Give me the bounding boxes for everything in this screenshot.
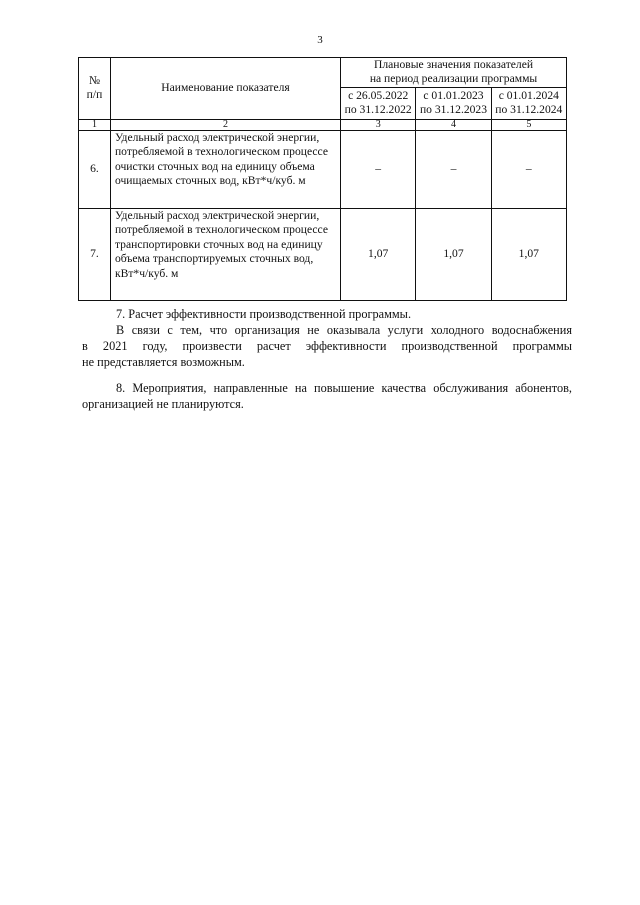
index-cell: 2	[110, 119, 340, 130]
index-cell: 4	[416, 119, 491, 130]
index-row	[79, 119, 567, 130]
section-7-line-1: В связи с тем, что организация не оказывала услуги холодного водоснабжения	[116, 323, 572, 337]
indicator-value: –	[341, 130, 416, 208]
header-period-1: с 26.05.2022 по 31.12.2022	[341, 87, 416, 119]
table-row	[79, 130, 567, 208]
row-number: 7.	[79, 208, 111, 300]
table-row	[79, 208, 567, 300]
header-period-3: с 01.01.2024 по 31.12.2024	[491, 87, 566, 119]
section-8-line-1: 8. Мероприятия, направленные на повышение качества обслуживания абонентов,	[116, 381, 572, 395]
header-period-2: с 01.01.2023 по 31.12.2023	[416, 87, 491, 119]
index-cell: 3	[341, 119, 416, 130]
row-number: 6.	[79, 130, 111, 208]
index-cell: 5	[491, 119, 566, 130]
index-cell: 1	[79, 119, 111, 130]
indicator-value: 1,07	[416, 208, 491, 300]
indicator-name: Удельный расход электрической энергии, потребляемой в технологическом процессе очистки сточных вод на единицу объема очищаемых сточных вод, кВт*ч/куб. м	[110, 130, 340, 208]
indicator-value: –	[491, 130, 566, 208]
section-8	[82, 380, 572, 412]
section-7-line-2: в 2021 году, произвести расчет эффективности производственной программы	[82, 339, 572, 353]
header-group: Плановые значения показателей на период реализации программы	[341, 58, 567, 88]
indicator-name: Удельный расход электрической энергии, потребляемой в технологическом процессе транспортировки сточных вод на единицу объема транспортируемых сточных вод, кВт*ч/куб. м	[110, 208, 340, 300]
indicators-table	[78, 57, 567, 301]
indicator-value: 1,07	[341, 208, 416, 300]
indicator-value: –	[416, 130, 491, 208]
table-header-row	[79, 58, 567, 88]
section-8-line-2: организацией не планируются.	[82, 397, 244, 411]
header-name: Наименование показателя	[110, 58, 340, 120]
section-7	[82, 306, 572, 370]
section-7-heading: 7. Расчет эффективности производственной программы.	[116, 307, 412, 321]
section-7-line-3: не представляется возможным.	[82, 355, 245, 369]
indicator-value: 1,07	[491, 208, 566, 300]
header-num: № п/п	[79, 58, 111, 120]
page-number: 3	[317, 34, 323, 46]
